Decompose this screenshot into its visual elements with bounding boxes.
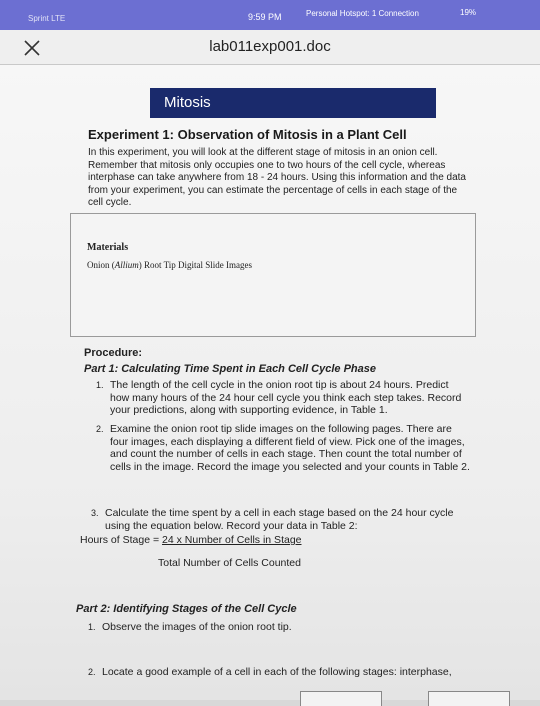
step-number: 3. [91, 508, 99, 518]
document-page[interactable] [0, 65, 540, 700]
status-bar [0, 0, 540, 30]
intro-paragraph: In this experiment, you will look at the different stage of mitosis in an onion cell. Remember that mitosis only occupies one to two hours of the cell cycle, whereas interphase can take anywhere from 18 - 24 hours. Using this information and the data from your experiment, you can estimate the percentage of cells in each stage of the cell cycle. [88, 147, 466, 208]
part2-step-2 [88, 666, 492, 679]
step-1 [96, 379, 470, 417]
step-text: Calculate the time spent by a cell in each stage based on the 24 hour cycle using the equation below. Record your data in Table 2: [105, 507, 454, 532]
step-number: 1. [96, 380, 104, 390]
step-3 [91, 507, 465, 532]
part2-step-1 [88, 621, 462, 634]
step-text: Observe the images of the onion root tip. [102, 621, 292, 633]
step-text: Examine the onion root tip slide images on the following pages. There are four images, each displaying a different field of view. Pick one of the images, and count the number of cells in each stage. Then count the total number of cells in the image. Record the image you selected and your counts in Table 2. [110, 423, 470, 473]
materials-box [70, 213, 476, 337]
formula-numerator: 24 x Number of Cells in Stage [162, 534, 302, 546]
battery-indicator: 19% [460, 8, 477, 17]
step-text: The length of the cell cycle in the onion root tip is about 24 hours. Predict how many hours of the 24 hour cell cycle you think each step takes. Record your predictions, along with supporting evidence, in Table 1. [110, 379, 462, 416]
formula-denominator: Total Number of Cells Counted [158, 557, 301, 569]
hotspot-indicator[interactable]: Personal Hotspot: 1 Connection [306, 9, 419, 18]
materials-item-prefix: Onion ( [87, 260, 115, 270]
step-number: 2. [96, 424, 104, 434]
experiment-title: Experiment 1: Observation of Mitosis in a Plant Cell [88, 127, 407, 142]
table-edge [300, 691, 382, 706]
materials-item [87, 260, 252, 270]
banner-title: Mitosis [164, 94, 211, 111]
procedure-heading: Procedure: [84, 347, 143, 359]
carrier-label: Sprint LTE [28, 14, 66, 23]
formula-numerator-line [80, 534, 302, 546]
document-header [0, 30, 540, 65]
step-2 [96, 423, 470, 473]
part2-heading: Part 2: Identifying Stages of the Cell Cycle [76, 603, 297, 615]
table-edge [428, 691, 510, 706]
materials-item-genus: Allium [114, 260, 139, 270]
part1-heading: Part 1: Calculating Time Spent in Each Cell Cycle Phase [84, 363, 377, 375]
materials-item-suffix: ) Root Tip Digital Slide Images [138, 260, 253, 270]
step-text: Locate a good example of a cell in each of the following stages: interphase, [102, 666, 452, 678]
document-title: lab011exp001.doc [209, 38, 331, 55]
section-banner [150, 88, 436, 118]
formula-lhs: Hours of Stage = [80, 534, 163, 546]
step-number: 1. [88, 622, 96, 632]
clock: 9:59 PM [248, 12, 282, 22]
materials-heading: Materials [87, 242, 129, 253]
step-number: 2. [88, 667, 96, 677]
